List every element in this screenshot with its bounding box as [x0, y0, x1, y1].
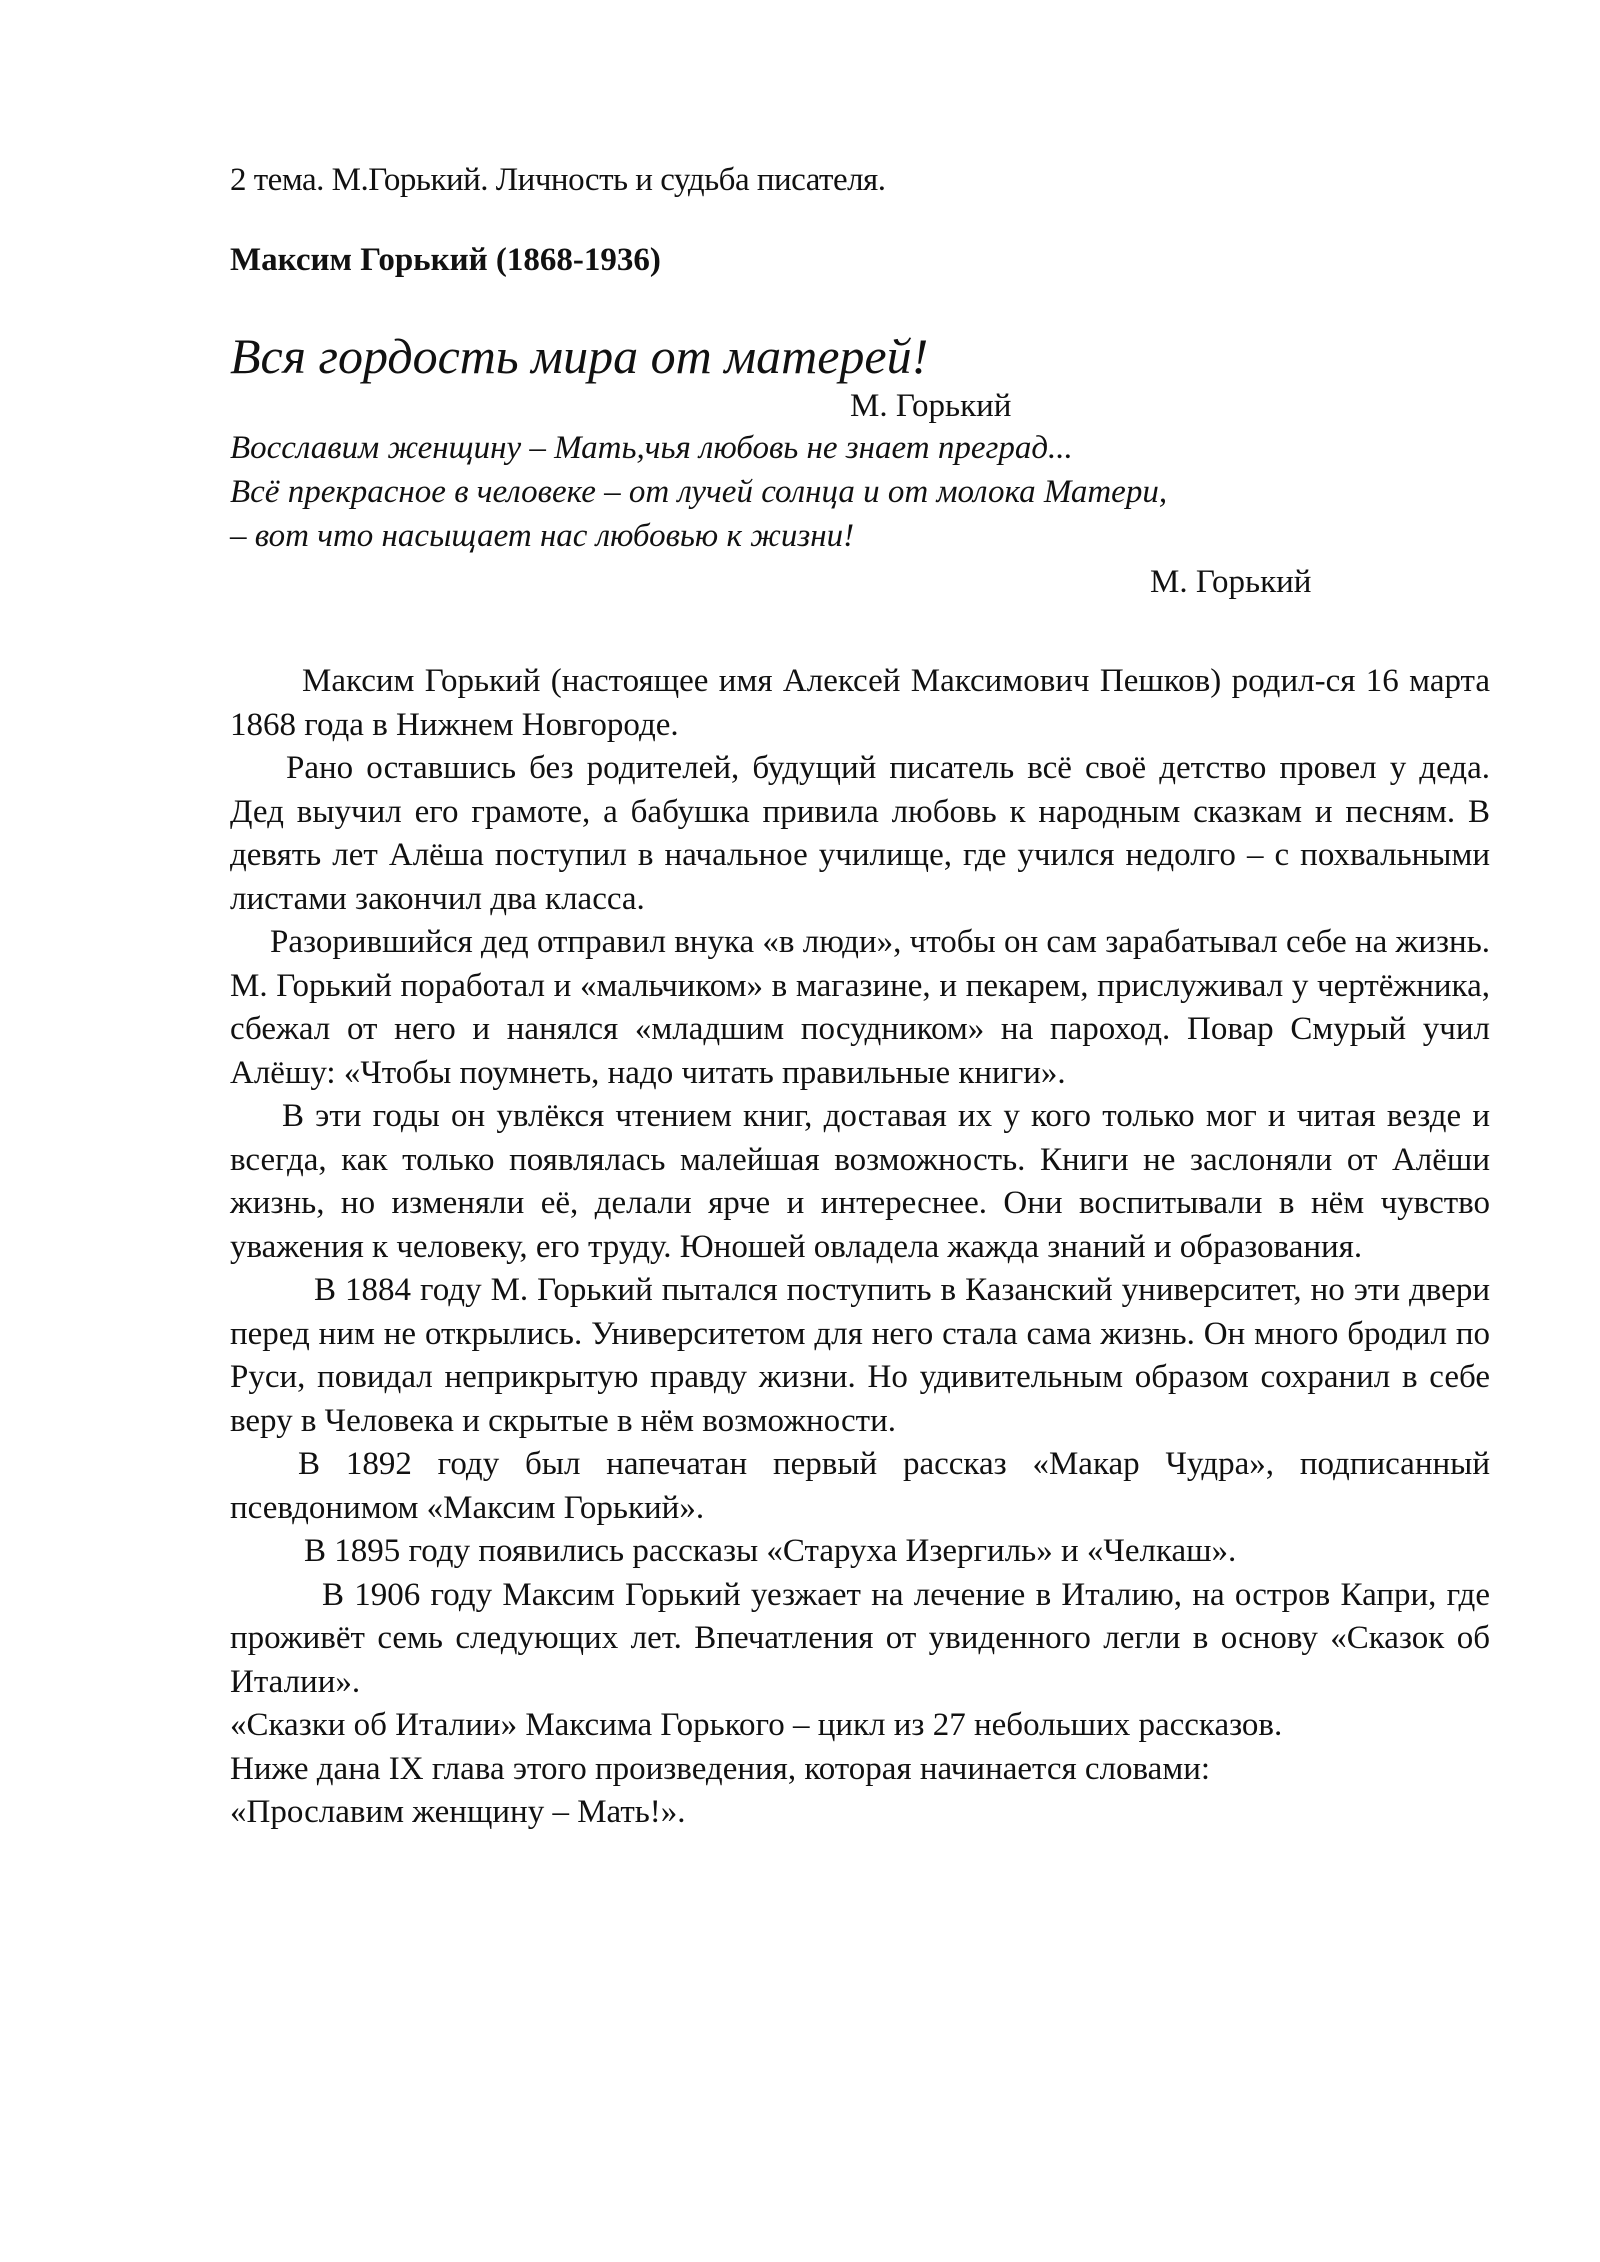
- paragraph: «Прославим женщину – Мать!».: [230, 1794, 686, 1830]
- verse-line-1: Восславим женщину – Мать,чья любовь не знает преград...: [230, 430, 1073, 466]
- paragraph: «Сказки об Италии» Максима Горького – цикл из 27 небольших рассказов.: [230, 1707, 1283, 1743]
- paragraph: В 1892 году был напечатан первый рассказ «Макар Чудра», подписанный псевдонимом «Максим Горький».: [230, 1446, 1490, 1526]
- paragraph: В 1895 году появились рассказы «Старуха Изергиль» и «Челкаш».: [304, 1533, 1237, 1569]
- verse-line-3: – вот что насыщает нас любовью к жизни!: [230, 518, 855, 554]
- paragraph: Разорившийся дед отправил внука «в люди», чтобы он сам зарабатывал себе на жизнь. М. Горький поработал и «мальчиком» в магазине, и пекарем, прислуживал у чертёжника, сбежал от него и нанялся «младшим посудником» на пароход. Повар Смурый учил Алёшу: «Чтобы поумнеть, надо читать правильные книги».: [230, 924, 1490, 1091]
- paragraph: В 1884 году М. Горький пытался поступить в Казанский университет, но эти двери перед ним не открылись. Университетом для него стала сама жизнь. Он много бродил по Руси, повидал неприкрытую правду жизни. Но удивительным образом сохранил в себе веру в Человека и скрытые в нём возможности.: [230, 1272, 1490, 1439]
- document-page: [230, 150, 1490, 1835]
- paragraph: В 1906 году Максим Горький уезжает на лечение в Италию, на остров Капри, где проживёт семь следующих лет. Впечатления от увиденного легли в основу «Сказок об Италии».: [230, 1576, 1490, 1700]
- paragraph: Рано оставшись без родителей, будущий писатель всё своё детство провел у деда. Дед выучил его грамоте, а бабушка привила любовь к народным сказкам и песням. В девять лет Алёша поступил в начальное училище, где учился недолго – с похвальными листами закончил два класса.: [230, 750, 1490, 917]
- biography-text: [230, 660, 1490, 1835]
- topic-line: 2 тема. М.Горький. Личность и судьба писателя.: [230, 162, 886, 198]
- paragraph: Максим Горький (настоящее имя Алексей Максимович Пешков) родил-ся 16 марта 1868 года в Нижнем Новгороде.: [230, 663, 1490, 743]
- epigraph-quote: Вся гордость мира от матерей!: [230, 328, 929, 384]
- verse-author: М. Горький: [1150, 564, 1312, 600]
- paragraph: В эти годы он увлёкся чтением книг, доставая их у кого только мог и читая везде и всегда, как только появлялась малейшая возможность. Книги не заслоняли от Алёши жизнь, но изменяли её, делали ярче и интереснее. Они воспитывали в нём чувство уважения к человеку, его труду. Юношей овладела жажда знаний и образования.: [230, 1098, 1490, 1265]
- epigraph-author: М. Горький: [850, 388, 1012, 424]
- page-title: Максим Горький (1868-1936): [230, 242, 661, 278]
- paragraph: Ниже дана IX глава этого произведения, которая начинается словами:: [230, 1750, 1211, 1787]
- verse-line-2: Всё прекрасное в человеке – от лучей солнца и от молока Матери,: [230, 474, 1168, 510]
